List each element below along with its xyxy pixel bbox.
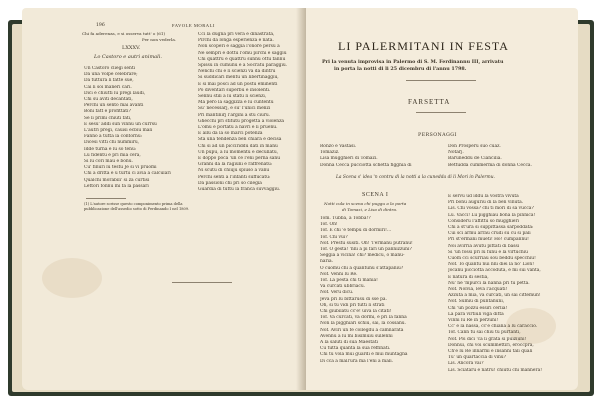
- verse-line: Perchì un sento mai avanti: [84, 103, 144, 109]
- dialogue-line: O cuomu chi a quantunu s'attapaniu?: [320, 265, 404, 271]
- dialogue-line: Cu tutta quanta la sua reffinati.: [320, 346, 391, 352]
- verse-line: Guardia di tuttu la franca suvvaggiu.: [198, 187, 281, 193]
- dialogue-column-left: [320, 216, 444, 365]
- verse-line: Ma però la saggizza e lu cuntentu: [198, 100, 274, 106]
- scene-setting: La Scena s' idea 'n contru di la notti a la cunedda di li Mori in Palermu.: [336, 175, 495, 180]
- fable-column-a: [84, 66, 194, 190]
- dialogue-line: Nof. To quantu nui nni diei la no' Lion!: [448, 262, 535, 268]
- dialogue-line: Tof. La pesta chi ti mania!: [320, 278, 378, 284]
- dialogue-line: La para virtiuli viga ditta: [448, 311, 504, 317]
- dialogue-line: Cc' è la nassa, cc'è chiana a lu caraccio.: [448, 324, 538, 330]
- page-number: 196: [96, 23, 105, 28]
- verse-line: Fanno a tutta la contornu:: [84, 134, 143, 140]
- verse-line: Dicesi vitti chi nummiru,: [84, 140, 140, 146]
- dialogue-line: Consideru l'affittu so mugghieri: [448, 218, 519, 224]
- title-rule: [406, 80, 476, 81]
- verse-line: Ghecchi pri stitutu progetta a violenza: [198, 118, 284, 124]
- verse-line: Da passioni chi pri so cilegia: [198, 180, 262, 186]
- dialogue-line: A la saluti di sua Maestati: [320, 340, 378, 346]
- verse-line: Da tuttura li fatte sue,: [84, 78, 134, 84]
- footnote-rule: [86, 198, 126, 199]
- dialogue-line: Donnui, chi voi scummettiri, eroccpra,: [448, 342, 534, 348]
- dialogue-line: Tof. E chi 'è tempu di dormiri!...: [320, 228, 392, 234]
- footnote: (1) L'autore scrisse questo componimento prima della pubblicazione dell'assedio sotto di Ferdinando I nel 1809.: [84, 202, 190, 211]
- fable-title: Lo Castoro e autri animali.: [94, 54, 162, 60]
- verse-line: Da una Volpe celebrare;: [84, 72, 138, 78]
- dialogue-line: Nof. Venni lu Re.: [320, 271, 358, 277]
- verse-line: E si mai posci ad un postu eminenti: [198, 81, 278, 87]
- dialogue-line: Lis. Sciataru e natru! chiutu chi mannera!: [448, 367, 542, 373]
- dialogue-line: Azzuta a mia, va curcati, un sai cittemun!: [448, 293, 541, 299]
- dialogue-line: Chi giubilatu cc'è! uiva la citati!: [320, 309, 392, 315]
- verse-line: Qualchi morabili' si za curtisi: [84, 177, 150, 183]
- verse-line: Pirchì da longa esperienza è nata.: [198, 38, 274, 44]
- dialogue-line: Lis. Chi vossa? chi ti mori di sa vucca?: [448, 206, 534, 212]
- running-head: FAVOLE MORALI: [172, 23, 215, 28]
- verse-line: Lettori fonnu mi fa la passari: [84, 183, 149, 189]
- verse-line: L'omu e portatu a navri e li pruenu.: [198, 125, 278, 131]
- dialogue-line: Chi 'un pozzu essiri cerlia!: [448, 305, 508, 311]
- verse-line: Ne sempri è dottu l'omu pirchì è saggiu: [198, 50, 287, 56]
- verse-line: Un Castoro cliegi senti: [84, 66, 136, 71]
- end-rule: [172, 282, 232, 283]
- scene-heading: SCENA I: [362, 192, 389, 198]
- play-subtitle-line: Pri la venuta improvisa in Palermo di S. M. Ferdinannu III, arrivatu: [322, 59, 504, 65]
- dialogue-line: Jocanu picciotta accoduta, e mi sui vanta,: [448, 268, 541, 274]
- verse-line: Su' necessarj, e su' l'unici menzi: [198, 106, 271, 112]
- character-entry: Baruneddu de Ciancilia.: [448, 156, 502, 162]
- right-page: [306, 8, 578, 390]
- dialogue-line: Tof. Oh!: [320, 222, 338, 228]
- dialogue-line: Jeva pri lu bittarusu di sse pà.: [320, 296, 387, 302]
- verse-line: Lu fidentu e pri mia cera,: [84, 152, 141, 158]
- dialogue-line: Tom. Tubbà, a Tobbà!?: [320, 216, 371, 221]
- verse-line: Po diventari superbu e insolenti.: [198, 87, 271, 93]
- dialogue-line: Nof. Aviri un fe collegdu a camnarata: [320, 327, 404, 333]
- play-title: LI PALERMITANI IN FESTA: [338, 39, 509, 53]
- dialogue-line: Va curcati ubbriacu.: [320, 284, 366, 290]
- dialogue-line: E servu ud iddu la vostra vivuta: [448, 194, 519, 199]
- dialogue-line: Tof. Chi vui?: [320, 234, 348, 240]
- dialogue-line: Lis. Ancora vai?: [448, 361, 484, 367]
- play-subtitle-line: in porta la notti di li 25 dicembru di l'annu 1798.: [334, 66, 467, 72]
- dialogue-line: Tof. Va curcati, va dormi, e pri la fanna: [320, 315, 407, 321]
- verse-line: Idde turna e lu so tenu:: [84, 146, 137, 152]
- verse-line: Chi quattru e quattru sunnu ottu fannu: [198, 56, 286, 62]
- verse-line: Nenchi chi è li scienzi va da dintru: [198, 69, 276, 75]
- verse-line: Pri mantinirj l'argini a stu ciuru.: [198, 112, 271, 118]
- verse-line: Cci la dugna pri vera e dinastrata,: [198, 32, 275, 37]
- dialogue-line: Cui sci armu arrau crudi sù cu si pali: [448, 231, 531, 237]
- verse-line: Ni scutu di chiuju spiuso a vanu: [198, 168, 270, 174]
- verse-line: Sennu stili a lu statu li scienzi,: [198, 94, 267, 100]
- stage-direction: di Tomazi, e Lisa di dintra.: [342, 207, 398, 212]
- verse-line: E allu da la so marci potenza: [198, 131, 263, 137]
- characters-left: [320, 144, 440, 169]
- dialogue-line: Si 'un fossi pri lu funu e la virtuchiu: [448, 249, 528, 255]
- verse-line: Perchì senti a l'infanti suffucatu:: [198, 174, 271, 180]
- dialogue-line: Nof. Prestu susiti. Oh! 'l'ermanu putranu!: [320, 240, 413, 246]
- left-page: [22, 8, 308, 390]
- top-line: Per non vederla.: [142, 37, 177, 42]
- dialogue-line: Non la pigghiari schiu, sai, la cossanu.: [320, 321, 407, 327]
- verse-line: Sta una tendenza ben chiara e decisa: [198, 137, 282, 143]
- dialogue-line: Noi avirria avutu pittati di bassi: [448, 243, 520, 249]
- dialogue-line: Tof. Cann tu sai chiù tu purtanti,: [448, 330, 521, 336]
- verse-line: Non scoperi e saggia l'onore persu a: [198, 44, 280, 50]
- genre-rule: [416, 112, 466, 113]
- dialogue-line: naria.: [320, 259, 333, 265]
- verse-line: Boni fatt e profittati?: [84, 109, 131, 115]
- fable-number: LXXXV.: [122, 45, 141, 51]
- dialogue-line: Pri st'ermani mueti! Ho! cumpannu!: [448, 237, 529, 243]
- dialogue-line: Lu. Vacci! Lu pigghiau bona la pinnica!: [448, 212, 536, 218]
- dialogue-line: E natura di sestia,: [448, 274, 489, 280]
- verse-line: E doppo poca 'un ce l'eni perna sanu: [198, 156, 281, 162]
- verse-line: L'autri pregi, cauisi ecbiù mali: [84, 128, 153, 134]
- dialogue-line: Seggia a vicina! chi? medicu, o manu-: [320, 253, 405, 259]
- character-entry: Lisa mugghieri di Tomazi.: [320, 156, 378, 162]
- dialogue-line: Nof. Nolvia, leva l'acquati!: [448, 287, 508, 293]
- dialogue-line: Nof. Sumiu di puntanuni,: [448, 299, 505, 305]
- character-entry: Donna Cecca pucciotta schetta figghia di: [320, 162, 412, 168]
- verse-line: Spissu in cumunu è a Socratu paraggiu.: [198, 63, 288, 69]
- verse-line: E sesu' addi sun vinnu un currsu: [84, 121, 157, 127]
- verse-line: Un pupu, a lu momentu è decullatu,: [198, 149, 279, 155]
- dialogue-line: Avennu a lu mi bisimuiu sullenni: [320, 333, 393, 339]
- dialogue-line: Tu' un quartaccia di vinu?: [448, 355, 506, 361]
- fable-column-b: [198, 32, 304, 193]
- top-line: Chi fa aderenza, e si osserva tutt' o (61): [82, 31, 166, 36]
- dialogue-line: Tof. O gesta! 'nni a pi fari un pannizzuni?: [320, 247, 412, 253]
- verse-line: Se li primi chiuti fati,: [84, 115, 132, 121]
- verse-line: Si suddicari mentu un libertinaggiu,: [198, 75, 279, 81]
- dialogue-column-right: [448, 194, 574, 374]
- dialogue-line: Chi tu vola mui guardi e mui muntagna: [320, 352, 408, 358]
- verse-line: Dici e chiuttì lu pregi laudi,: [84, 90, 146, 96]
- dialogue-line: Nu' ne 'mpurci la nanna pri tu petta.: [448, 280, 530, 286]
- character-entry: Notarj.: [448, 150, 464, 156]
- dialogue-line: Vinni lu Re in perzuni!: [448, 318, 499, 324]
- character-entry: Don Prosperu suo cuaz.: [448, 144, 501, 149]
- verse-line: Granni da la ragiuni e raffrenatu:: [198, 162, 273, 168]
- genre-heading: FARSETTA: [408, 98, 451, 106]
- verse-line: Cu' finuri lu testu Je si vi pruomi: [84, 165, 157, 171]
- stage-direction: Notti cula in scena chi puggu a la porta: [324, 201, 407, 206]
- paper-stain: [42, 258, 102, 298]
- characters-right: [448, 144, 568, 169]
- character-entry: Tomaziz.: [320, 150, 340, 156]
- dialogue-line: Cuom cci scurriau sou beddu specchiu!: [448, 256, 536, 262]
- dialogue-line: Di cca a mall'ura ma l'eni a mali.: [320, 358, 394, 364]
- verse-line: Cai li soi maneri cari.: [84, 84, 132, 90]
- verse-line: Chi su aviti decantati,: [84, 97, 133, 103]
- dialogue-line: Chi a st'ura si suppittassa sarpoddata:: [448, 225, 534, 231]
- character-entry: Ronzo e Vastasi.: [320, 144, 357, 149]
- dialogue-line: Pri bonu auguriu di la ben vinuta.: [448, 200, 524, 206]
- verse-line: Chi a dritta e u turtu ci avia a calculari: [84, 171, 171, 177]
- character-entry: Bettudda cummerma di donna Cecca.: [448, 162, 532, 168]
- dialogue-line: Nof. Veru dicu.: [320, 290, 354, 296]
- personaggi-heading: PERSONAGGI: [418, 133, 457, 138]
- verse-line: Chi si ad un picciriddu dati in manu: [198, 143, 278, 149]
- verse-line: Si lu cori mau e bonu.: [84, 159, 133, 165]
- dialogue-line: Ch'è lu Re innarmi e insanni tali quali: [448, 349, 533, 355]
- dialogue-line: Nof. Poi dici 'ca li grata si puiziuni!: [448, 336, 527, 342]
- dialogue-line: Oh, si tu vidi pri tutti li strati: [320, 302, 385, 308]
